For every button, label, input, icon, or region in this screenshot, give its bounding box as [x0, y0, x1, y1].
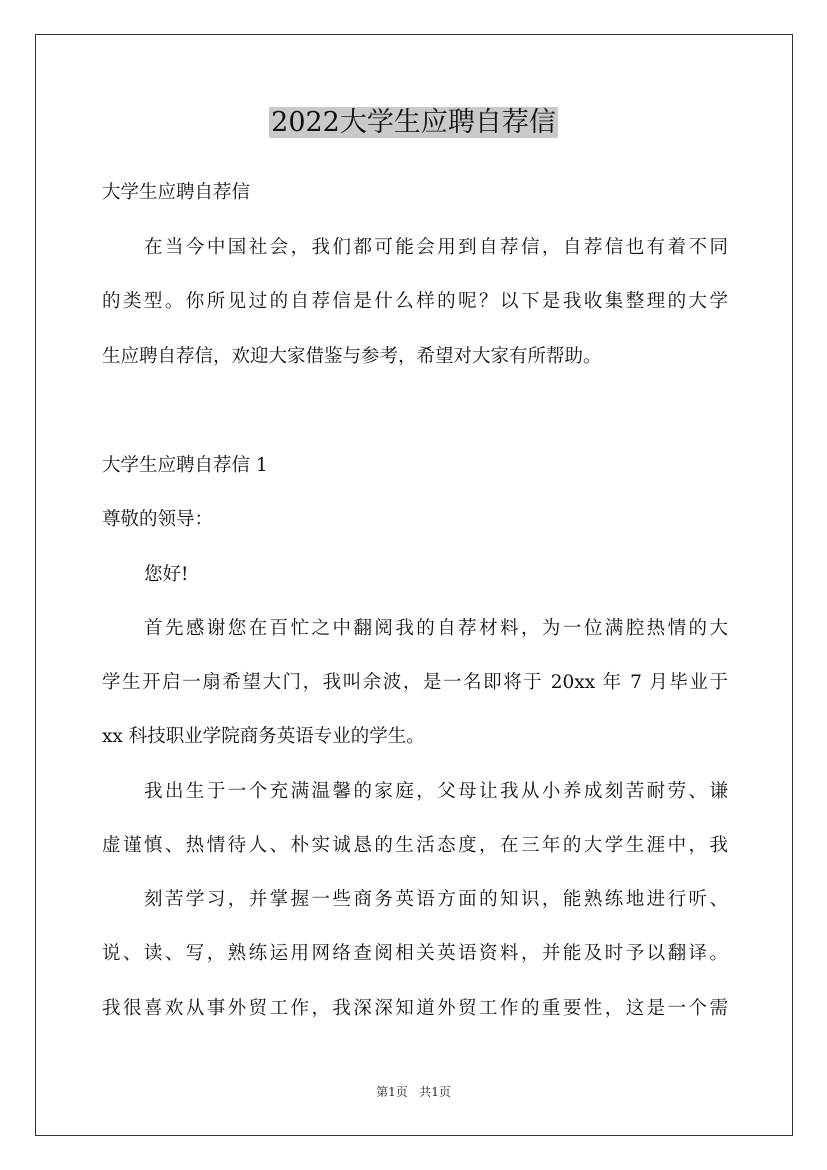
page-number: 第1页 [376, 1085, 408, 1099]
letter-heading: 大学生应聘自荐信 1 [102, 455, 268, 476]
salutation: 尊敬的领导： [102, 509, 214, 530]
section-heading: 大学生应聘自荐信 [102, 182, 251, 203]
paragraph-line: 说、读、写，熟练运用网络查阅相关英语资料，并能及时予以翻译。 [102, 943, 728, 964]
paragraph-line: 生应聘自荐信，欢迎大家借鉴与参考，希望对大家有所帮助。 [102, 346, 602, 367]
document-title [0, 104, 827, 142]
greeting: 您好! [144, 564, 189, 585]
paragraph-line: xx 科技职业学院商务英语专业的学生。 [102, 726, 425, 747]
paragraph-line: 在当今中国社会，我们都可能会用到自荐信，自荐信也有着不同 [144, 237, 728, 258]
paragraph-line: 刻苦学习，并掌握一些商务英语方面的知识，能熟练地进行听、 [144, 889, 728, 910]
page-footer [0, 1084, 827, 1100]
paragraph-line: 首先感谢您在百忙之中翻阅我的自荐材料，为一位满腔热情的大 [144, 618, 728, 639]
document-title-text: 2022大学生应聘自荐信 [271, 107, 556, 138]
paragraph-line: 我很喜欢从事外贸工作，我深深知道外贸工作的重要性，这是一个需 [102, 998, 728, 1019]
paragraph-line: 学生开启一扇希望大门，我叫余波，是一名即将于 20xx 年 7 月毕业于 [102, 672, 728, 693]
paragraph-line: 虚谨慎、热情待人、朴实诚恳的生活态度，在三年的大学生涯中，我 [102, 835, 728, 856]
paragraph-line: 的类型。你所见过的自荐信是什么样的呢？以下是我收集整理的大学 [102, 291, 728, 312]
paragraph-line: 我出生于一个充满温馨的家庭，父母让我从小养成刻苦耐劳、谦 [144, 781, 728, 802]
page-total: 共1页 [419, 1085, 451, 1099]
